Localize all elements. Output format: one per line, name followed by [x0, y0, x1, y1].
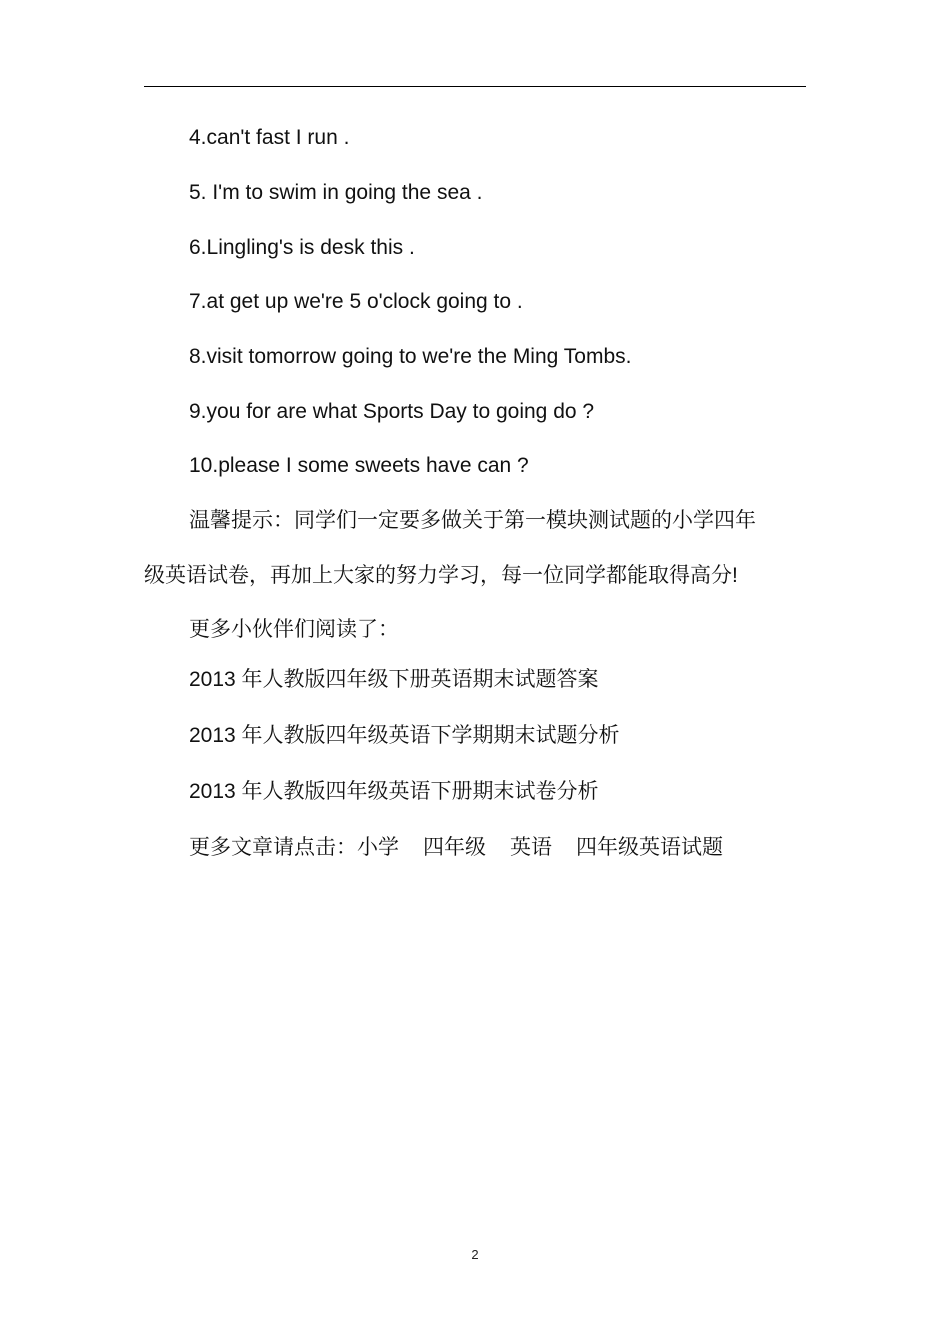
category-link-grade-four[interactable]: 四年级 — [423, 836, 486, 859]
related-article-link-1[interactable]: 2013 年人教版四年级下册英语期末试题答案 — [189, 668, 599, 691]
more-reading-label: 更多小伙伴们阅读了： — [189, 618, 399, 641]
tip-line-2: 级英语试卷，再加上大家的努力学习，每一位同学都能取得高分! — [144, 564, 738, 587]
page-number: 2 — [471, 1247, 479, 1262]
exercise-item-4: 4.can't fast I run . — [189, 126, 350, 149]
more-articles-row — [189, 834, 723, 862]
category-link-english[interactable]: 英语 — [510, 836, 552, 859]
tip-line-1: 温馨提示：同学们一定要多做关于第一模块测试题的小学四年 — [189, 509, 756, 532]
related-article-link-2[interactable]: 2013 年人教版四年级英语下学期期末试题分析 — [189, 724, 620, 747]
exercise-item-5: 5. I'm to swim in going the sea . — [189, 181, 483, 204]
category-link-primary-school[interactable]: 小学 — [357, 836, 399, 859]
exercise-item-10: 10.please I some sweets have can ? — [189, 454, 529, 477]
category-link-grade-four-english-tests[interactable]: 四年级英语试题 — [576, 836, 723, 859]
exercise-item-7: 7.at get up we're 5 o'clock going to . — [189, 290, 523, 313]
exercise-item-6: 6.Lingling's is desk this . — [189, 236, 415, 259]
header-rule — [144, 86, 806, 87]
exercise-item-8: 8.visit tomorrow going to we're the Ming Tombs. — [189, 345, 632, 368]
exercise-item-9: 9.you for are what Sports Day to going do ? — [189, 400, 595, 423]
related-article-link-3[interactable]: 2013 年人教版四年级英语下册期末试卷分析 — [189, 780, 599, 803]
more-articles-label: 更多文章请点击： — [189, 836, 357, 859]
